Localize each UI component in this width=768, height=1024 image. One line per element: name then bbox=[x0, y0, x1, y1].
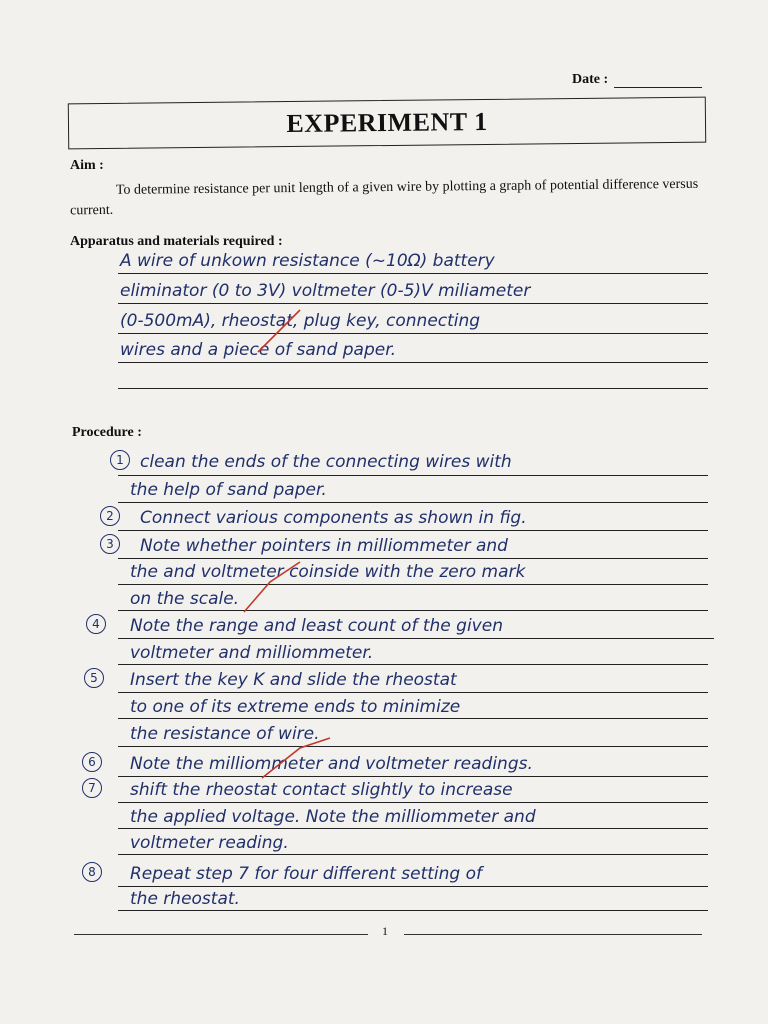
apparatus-line: eliminator (0 to 3V) voltmeter (0-5)V miliameter bbox=[120, 281, 531, 301]
procedure-line: clean the ends of the connecting wires with bbox=[140, 452, 512, 472]
aim-body: To determine resistance per unit length of a given wire by plotting a graph of potential difference versus current. bbox=[70, 176, 699, 219]
step-number: 5 bbox=[84, 668, 104, 688]
step-number: 1 bbox=[110, 450, 130, 470]
procedure-line: the applied voltage. Note the milliommeter and bbox=[130, 807, 536, 827]
procedure-line: Insert the key K and slide the rheostat bbox=[130, 670, 457, 690]
footer-rule-right bbox=[404, 934, 702, 935]
aim-label: Aim : bbox=[70, 158, 104, 173]
step-number: 7 bbox=[82, 778, 102, 798]
procedure-label: Procedure : bbox=[72, 425, 142, 440]
procedure-line: Connect various components as shown in fig. bbox=[140, 508, 527, 528]
procedure-line: voltmeter reading. bbox=[130, 833, 289, 853]
procedure-line: Note the milliommeter and voltmeter readings. bbox=[130, 754, 533, 774]
step-number: 4 bbox=[86, 614, 106, 634]
check-mark bbox=[258, 310, 300, 352]
step-number: 2 bbox=[100, 506, 120, 526]
procedure-line: to one of its extreme ends to minimize bbox=[130, 697, 461, 717]
procedure-line: Note whether pointers in milliommeter and bbox=[140, 536, 508, 556]
procedure-line: voltmeter and milliommeter. bbox=[130, 643, 374, 663]
step-number: 8 bbox=[82, 862, 102, 882]
procedure-line: the rheostat. bbox=[130, 889, 240, 909]
apparatus-line: (0-500mA), rheostat, plug key, connecting bbox=[120, 311, 481, 331]
step-number: 3 bbox=[100, 534, 120, 554]
procedure-line: Repeat step 7 for four different setting of bbox=[130, 864, 482, 884]
procedure-line: Note the range and least count of the given bbox=[130, 616, 503, 636]
procedure-line: the and voltmeter coinside with the zero mark bbox=[130, 562, 526, 582]
footer-rule-left bbox=[74, 934, 368, 935]
step-number: 6 bbox=[82, 752, 102, 772]
check-mark bbox=[244, 562, 300, 612]
procedure-line: the help of sand paper. bbox=[130, 480, 327, 500]
apparatus-line: wires and a piece of sand paper. bbox=[120, 340, 397, 360]
procedure-line: shift the rheostat contact slightly to increase bbox=[130, 780, 513, 800]
page-number: 1 bbox=[382, 924, 388, 938]
procedure-line: on the scale. bbox=[130, 589, 240, 609]
apparatus-label: Apparatus and materials required : bbox=[70, 234, 283, 249]
procedure-line: the resistance of wire. bbox=[130, 724, 320, 744]
check-mark bbox=[262, 738, 330, 778]
date-label: Date : bbox=[572, 72, 609, 87]
apparatus-line: A wire of unkown resistance (~10Ω) battery bbox=[120, 251, 495, 271]
page-title: EXPERIMENT 1 bbox=[286, 106, 488, 139]
